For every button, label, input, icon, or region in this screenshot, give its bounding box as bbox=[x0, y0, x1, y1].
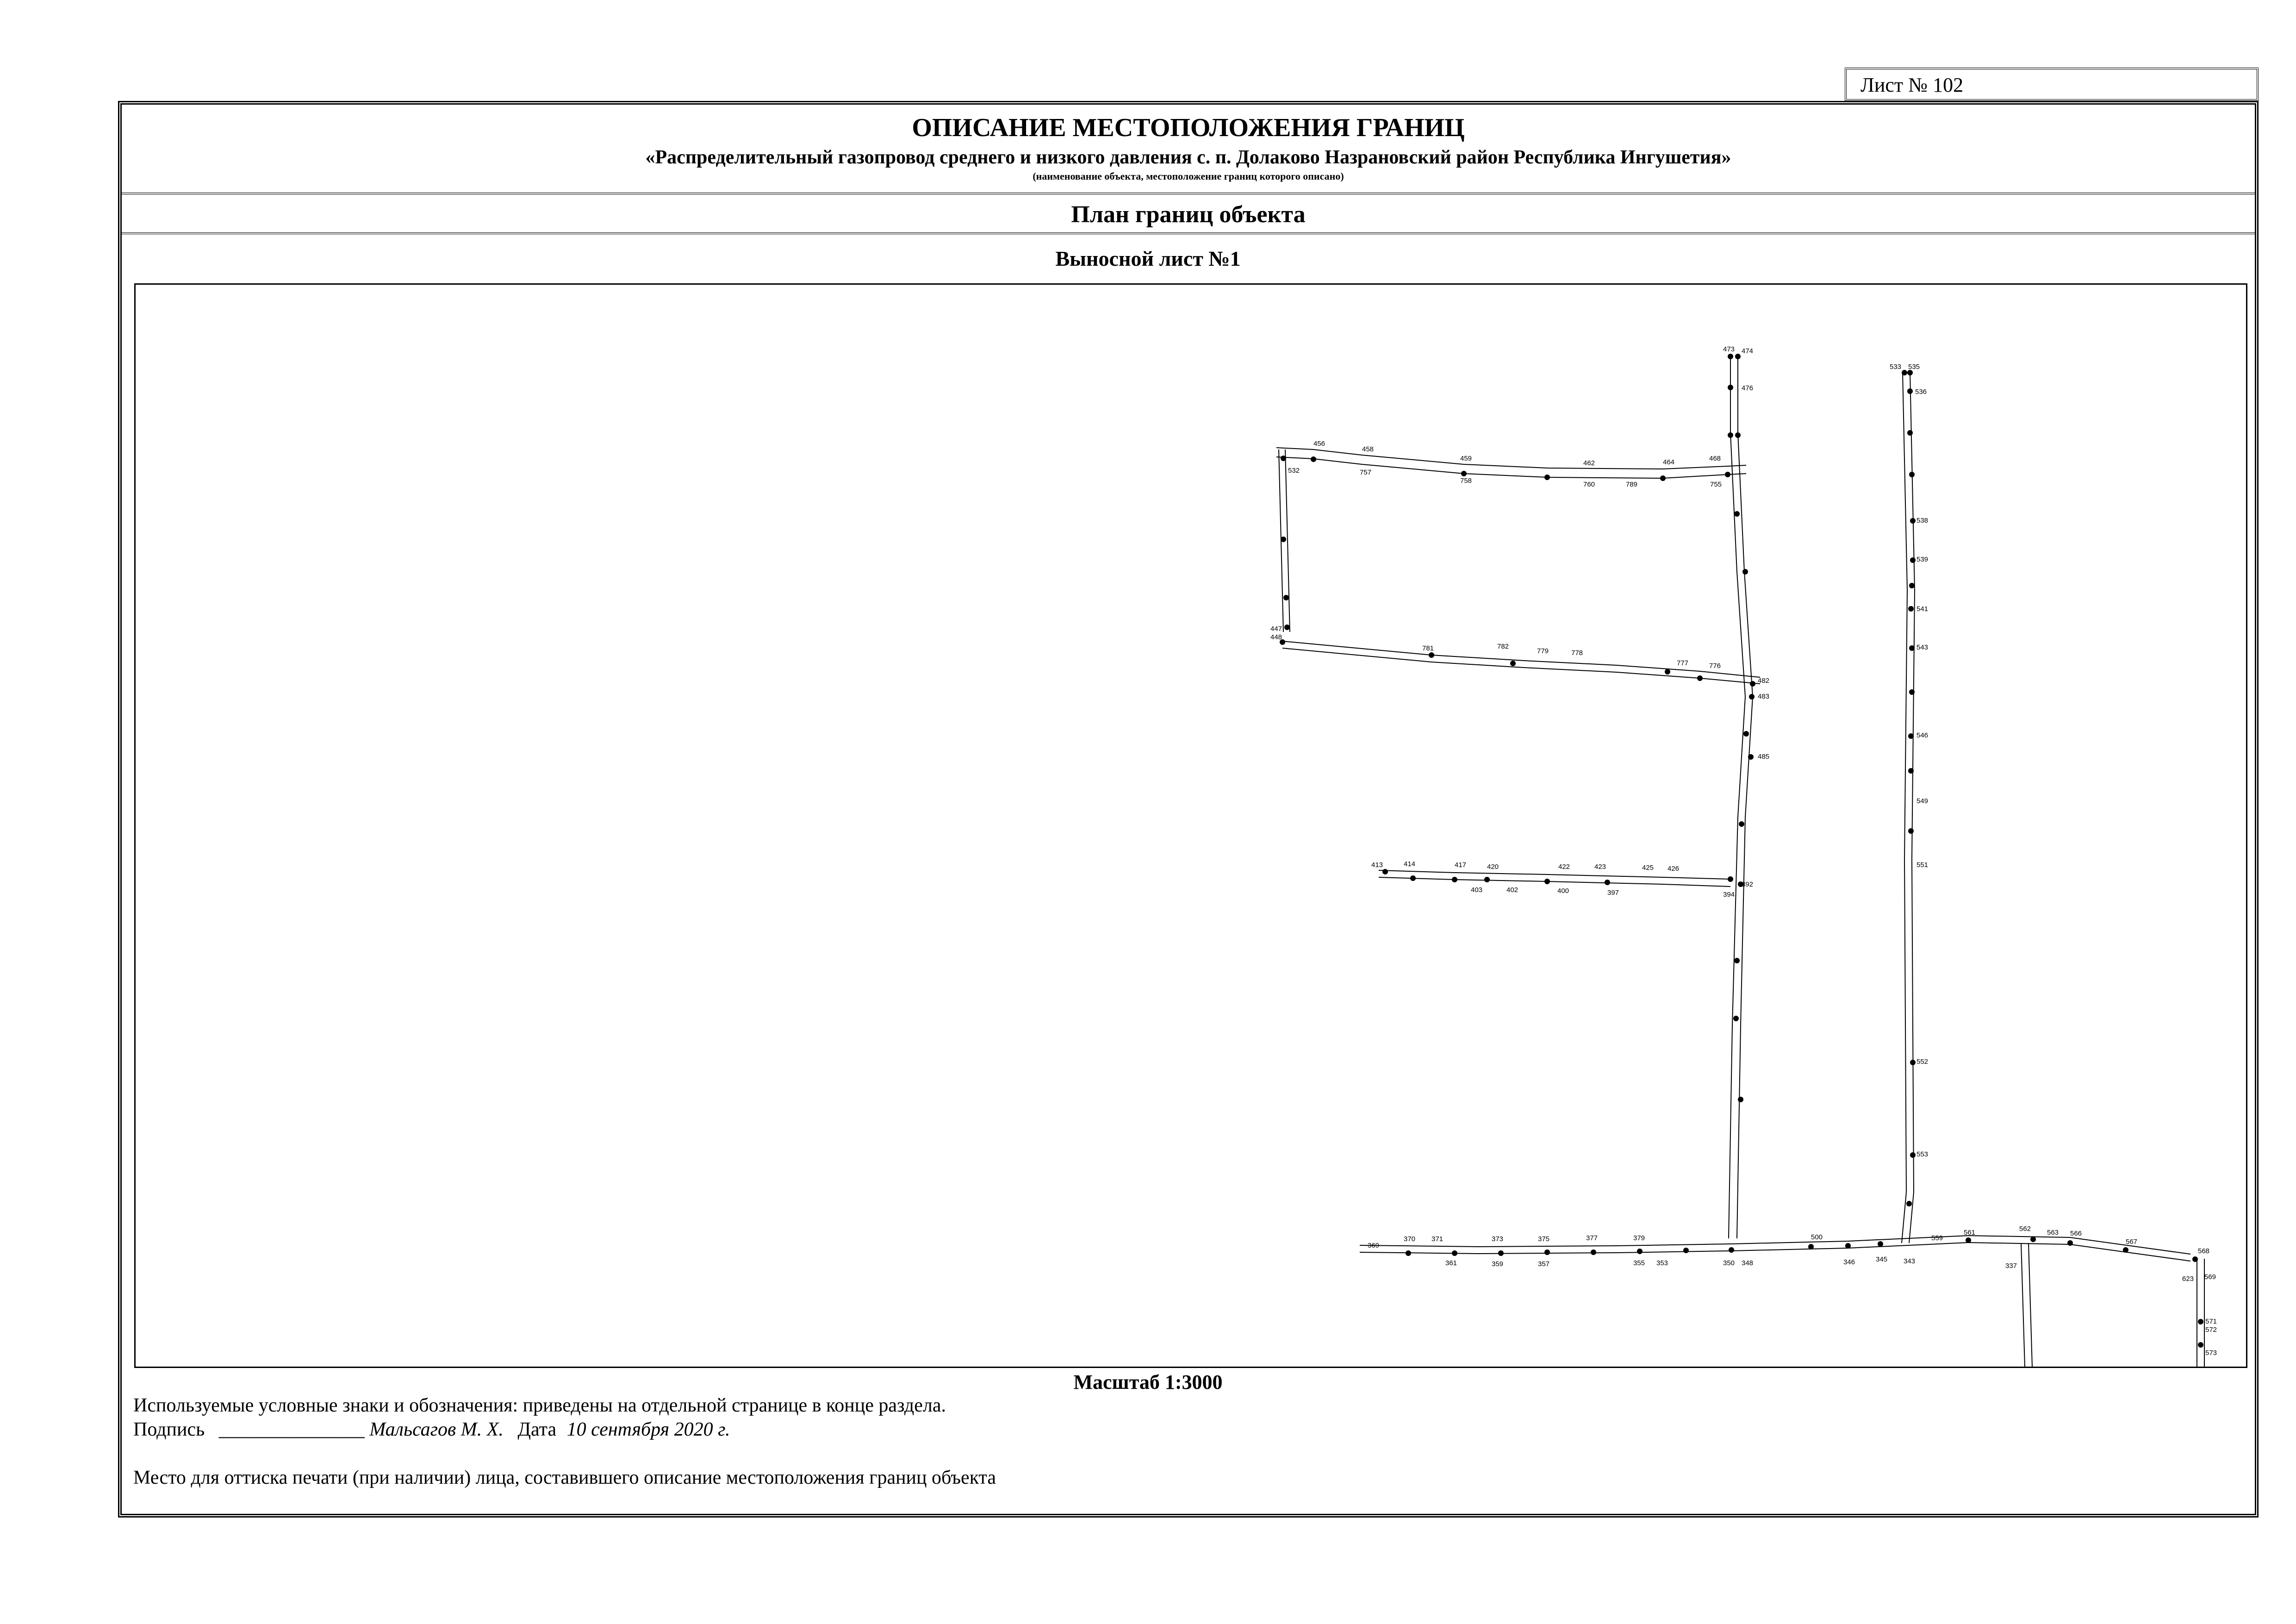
point-label: 379 bbox=[1633, 1234, 1645, 1242]
point-label: 566 bbox=[2070, 1230, 2082, 1237]
document-title: ОПИСАНИЕ МЕСТОПОЛОЖЕНИЯ ГРАНИЦ bbox=[912, 113, 1465, 142]
point-label: 546 bbox=[1916, 731, 1929, 739]
point-label: 541 bbox=[1916, 605, 1929, 613]
point-label: 552 bbox=[1916, 1058, 1929, 1066]
point-label: 371 bbox=[1431, 1235, 1444, 1243]
point-label: 473 bbox=[1723, 345, 1735, 353]
point-label: 551 bbox=[1916, 861, 1929, 869]
point-label: 423 bbox=[1594, 863, 1606, 871]
point-label: 485 bbox=[1758, 753, 1770, 761]
point-label: 420 bbox=[1487, 863, 1499, 871]
point-label: 402 bbox=[1506, 886, 1518, 894]
point-label: 369 bbox=[1368, 1242, 1380, 1249]
point-label: 482 bbox=[1758, 677, 1770, 685]
point-label: 375 bbox=[1538, 1235, 1550, 1243]
point-label: 760 bbox=[1583, 481, 1595, 488]
point-label: 777 bbox=[1677, 659, 1689, 667]
point-label: 345 bbox=[1876, 1255, 1888, 1263]
point-label: 567 bbox=[2126, 1238, 2138, 1246]
point-label: 500 bbox=[1811, 1233, 1823, 1241]
point-label: 778 bbox=[1571, 649, 1583, 657]
point-label: 758 bbox=[1460, 477, 1472, 485]
point-label: 414 bbox=[1404, 860, 1416, 868]
signature-blank: _______________ bbox=[218, 1419, 365, 1440]
legend-note: Используемые условные знаки и обозначения: приведены на отдельной странице в конце раздела. bbox=[133, 1395, 946, 1416]
point-label: 561 bbox=[1964, 1229, 1976, 1237]
point-label: 403 bbox=[1471, 886, 1483, 894]
point-label: 535 bbox=[1908, 363, 1920, 371]
point-label: 448 bbox=[1270, 633, 1282, 641]
point-label: 549 bbox=[1916, 797, 1929, 805]
title-block bbox=[122, 105, 2255, 194]
object-name: «Распределительный газопровод среднего и низкого давления с. п. Долаково Назрановский район Республика Ингушетия» bbox=[645, 147, 1731, 168]
point-label: 572 bbox=[2205, 1326, 2217, 1334]
point-label: 350 bbox=[1723, 1259, 1735, 1267]
point-label: 413 bbox=[1371, 861, 1383, 869]
point-label: 779 bbox=[1537, 647, 1549, 655]
signer-name: Мальсагов М. Х. bbox=[369, 1419, 504, 1440]
point-label: 355 bbox=[1633, 1259, 1645, 1267]
point-label: 353 bbox=[1656, 1259, 1668, 1267]
point-label: 568 bbox=[2198, 1247, 2210, 1255]
point-label: 623 bbox=[2182, 1275, 2194, 1283]
point-label: 348 bbox=[1742, 1259, 1754, 1267]
point-label: 400 bbox=[1557, 887, 1569, 895]
point-label: 377 bbox=[1586, 1234, 1598, 1242]
point-label: 789 bbox=[1626, 481, 1638, 488]
point-label: 757 bbox=[1360, 468, 1372, 476]
point-label: 346 bbox=[1843, 1258, 1855, 1266]
point-label: 397 bbox=[1607, 889, 1619, 897]
sheet-number: Лист № 102 bbox=[1860, 74, 1964, 96]
point-label: 447 bbox=[1270, 625, 1282, 633]
object-caption: (наименование объекта, местоположение границ которого описано) bbox=[1033, 170, 1344, 182]
boundary-map bbox=[134, 283, 2247, 1368]
point-label: 782 bbox=[1497, 643, 1509, 650]
extension-sheet-title: Выносной лист №1 bbox=[1055, 247, 1241, 270]
date-label: Дата bbox=[517, 1419, 557, 1440]
point-label: 417 bbox=[1455, 861, 1467, 869]
point-label: 573 bbox=[2205, 1349, 2217, 1357]
point-label: 359 bbox=[1492, 1260, 1504, 1268]
point-label: 532 bbox=[1288, 467, 1300, 475]
point-label: 456 bbox=[1313, 440, 1325, 448]
plan-title: План границ объекта bbox=[1071, 201, 1306, 228]
point-label: 533 bbox=[1890, 363, 1902, 371]
boundary-plan-drawing bbox=[136, 285, 2246, 1367]
point-label: 357 bbox=[1538, 1260, 1550, 1268]
point-label: 781 bbox=[1422, 644, 1434, 652]
point-label: 361 bbox=[1445, 1259, 1457, 1267]
point-label: 459 bbox=[1460, 455, 1472, 462]
point-label: 468 bbox=[1709, 455, 1721, 462]
point-label: 337 bbox=[2005, 1262, 2017, 1270]
plan-title-block bbox=[122, 194, 2255, 234]
signature-label: Подпись bbox=[133, 1419, 205, 1440]
point-label: 425 bbox=[1642, 864, 1654, 872]
point-label: 538 bbox=[1916, 517, 1929, 525]
point-label: 569 bbox=[2204, 1273, 2216, 1281]
point-label: 563 bbox=[2047, 1229, 2059, 1237]
point-label: 464 bbox=[1663, 458, 1675, 466]
point-label: 474 bbox=[1742, 347, 1754, 355]
point-label: 394 bbox=[1723, 891, 1735, 899]
point-label: 483 bbox=[1758, 693, 1770, 700]
date-value: 10 сентября 2020 г. bbox=[566, 1419, 730, 1440]
point-label: 462 bbox=[1583, 459, 1595, 467]
point-label: 426 bbox=[1668, 865, 1680, 873]
point-label: 373 bbox=[1492, 1235, 1504, 1243]
boundary-point-labels bbox=[1270, 345, 2217, 1357]
point-label: 543 bbox=[1916, 643, 1929, 651]
point-label: 536 bbox=[1915, 388, 1927, 396]
point-label: 776 bbox=[1709, 662, 1721, 670]
point-label: 553 bbox=[1916, 1150, 1929, 1158]
point-label: 476 bbox=[1742, 384, 1754, 392]
signature-line bbox=[133, 1418, 730, 1441]
pipeline-boundary-lines bbox=[1276, 354, 2204, 1367]
point-label: 392 bbox=[1742, 881, 1754, 888]
point-label: 458 bbox=[1362, 445, 1374, 453]
point-label: 559 bbox=[1931, 1234, 1943, 1242]
point-label: 562 bbox=[2019, 1225, 2031, 1233]
point-label: 755 bbox=[1710, 481, 1722, 488]
point-label: 343 bbox=[1904, 1257, 1916, 1265]
point-label: 571 bbox=[2205, 1318, 2217, 1325]
point-label: 539 bbox=[1916, 556, 1929, 563]
stamp-note: Место для оттиска печати (при наличии) лица, составившего описание местоположения границ объекта bbox=[133, 1467, 996, 1488]
map-scale: Масштаб 1:3000 bbox=[1073, 1371, 1223, 1393]
point-label: 422 bbox=[1558, 863, 1570, 871]
point-label: 370 bbox=[1404, 1235, 1416, 1243]
